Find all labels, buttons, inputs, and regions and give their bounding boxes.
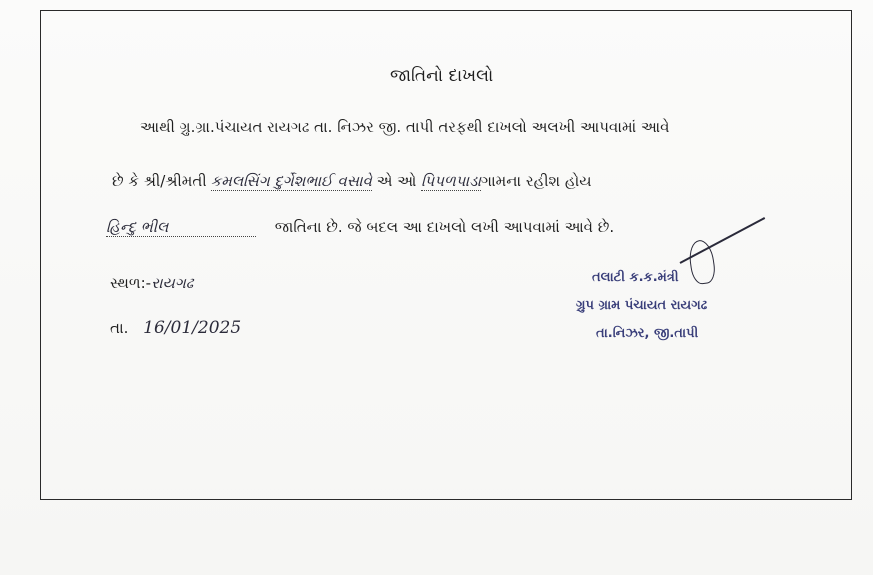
place-row: [110, 274, 193, 292]
stamp-line-3: તા.નિઝર, જી.તાપી: [596, 326, 699, 341]
line2-prefix: છે કે શ્રી/શ્રીમતી: [112, 172, 207, 190]
handwritten-date: 16/01/2025: [143, 318, 242, 338]
handwritten-place: રાયગઢ: [151, 274, 194, 292]
certificate-line-1: આથી ગ્રુ.ગ્રા.પંચાયત રાયગઢ તા. નિઝર જી. તાપી તરફથી દાખલો અલખી આપવામાં આવે: [140, 118, 670, 136]
line2-mid: એ ઓ: [376, 172, 417, 190]
stamp-line-1: તલાટી ક.ક.મંત્રી: [592, 270, 679, 285]
date-label: તા.: [110, 319, 129, 337]
stamp-line-2: ગ્રુપ ગ્રામ પંચાયત રાયગઢ: [576, 298, 708, 313]
date-row: [110, 318, 241, 338]
line2-suffix: ગામના રહીશ હોય: [481, 172, 592, 190]
handwritten-village: પિપળપાડા: [421, 172, 481, 190]
handwritten-name: કમલસિંગ દુર્ગેશભાઈ વસાવે: [210, 172, 372, 190]
certificate-line-2: [112, 172, 592, 191]
line3-text: જાતિના છે. જે બદલ આ દાખલો લખી આપવામાં આવે છે.: [274, 218, 615, 236]
certificate-line-3: [106, 218, 614, 237]
certificate-title: જાતિનો દાખલો: [390, 66, 494, 86]
place-label: સ્થળ:-: [110, 274, 152, 292]
handwritten-caste: હિન્દુ ભીલ: [106, 218, 256, 237]
